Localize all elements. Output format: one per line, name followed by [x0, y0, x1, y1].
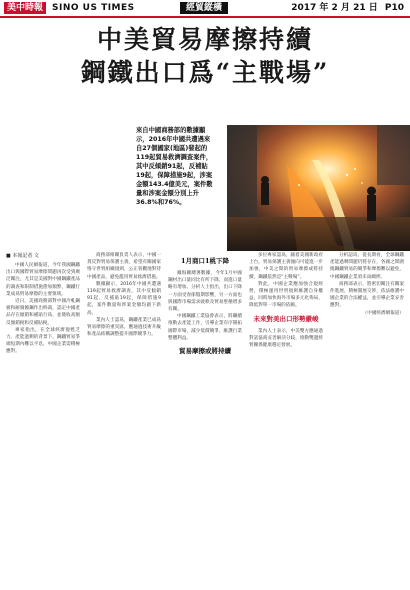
paragraph: 中國鋼鐵工業協會表示，將繼續推動去產能工作，引導企業有序開拓國際市場，減少低價競爭，維護行業整體利益。: [168, 314, 242, 341]
steel-mill-photo: [227, 125, 410, 251]
paragraph: 專家指出，在全球經濟復甦乏力、產能過剩的背景下，鋼鐵貿易爭端短期內難以平息，中國企業需積極應對。: [6, 327, 80, 355]
issue-date: 2017 年 2 月 21 日: [291, 3, 378, 13]
steel-mill-photo-image: [227, 125, 410, 251]
article-body: [6, 252, 406, 584]
paragraph: 業內人士認爲，鋼鐵產業已成爲貿易摩擦的重災區，應通過技術升級和產品結構調整提升國際競爭力。: [87, 317, 161, 338]
paragraph: 商務部相關負責人表示，中國一貫反對貿易保護主義，希望有關國家恪守世貿組織規則，公正客觀地對待中國產品，避免濫用貿易救濟措施。: [87, 253, 161, 280]
column-2: [87, 252, 161, 338]
lede-paragraph: 來自中國商務部的數據顯示，2016年中國共遭遇來自27個國家(地區)發起的119起貿易救濟調查案件，其中反傾銷91起，反補貼19起，保障措施9起，涉案金額143.4億美元，案件數量和涉案金額分別上升36.8%和76%。: [136, 127, 213, 206]
section-label: 經貿縱橫: [180, 2, 228, 14]
subheading-2: 貿易摩擦或將持續: [179, 347, 231, 356]
column-4: [249, 252, 323, 349]
paragraph: 多位專家認爲，隨着美國新政府上台，貿易保護主義傾向可能進一步加強，中美之間的貿易摩擦或將持續，鋼鐵依然是“主戰場”。: [249, 253, 323, 280]
paragraph: 業內人士表示，中美雙方應通過對話協商妥善解決分歧，推動雙邊經貿關係健康穩定發展。: [249, 328, 323, 349]
subheading-3: 未來對美出口形勢嚴峻: [253, 314, 319, 323]
byline: ■ 本報記者 文: [6, 253, 39, 259]
headline-line-2: 鋼鐵出口爲“主戰場”: [80, 58, 330, 87]
brand-logo: 美中時報: [4, 2, 46, 14]
masthead-rule: [0, 16, 410, 18]
page-number: P10: [384, 3, 404, 13]
column-5: [330, 252, 404, 317]
issue-date-page: [291, 2, 404, 14]
paragraph: 商務部表示，將密切關注有關案件進展，積極開展交涉，依法維護中國企業的合法權益，並引導企業妥善應對。: [330, 281, 404, 309]
paragraph: 分析認爲，從長期看，全球鋼鐵產能過剩問題仍將存在，各國之間圍繞鋼鐵貿易的競爭和摩擦難以避免，中國鋼鐵企業須未雨綢繆。: [330, 253, 404, 280]
column-1: [6, 252, 80, 356]
brand-english-name: SINO US TIMES: [52, 3, 135, 13]
column-3: [168, 252, 242, 360]
paragraph: 對此，中國企業應加強合規經營，積極運用世貿規則維護自身權益，同時加快海外市場多元化佈局，降低對單一市場的依賴。: [249, 281, 323, 309]
masthead: [0, 0, 410, 16]
headline-line-1: 中美貿易摩擦持續: [96, 25, 313, 54]
subheading-1: 1月商口1桃下降: [180, 257, 230, 265]
paragraph: 據海關總署數據，今年1月中國鋼材出口量同比有所下降，而進口量略有增加。分析人士指出，出口下降一方面受春節假期影響，另一方面也與國際市場需求疲軟及貿易壁壘增多有關。: [168, 271, 242, 313]
source-credit: （中國經濟網報道）: [362, 310, 404, 316]
paragraph: 中國人民網報道，今年我國鋼鐵出口與國際貿易摩擦問題再次受到廣泛關注，尤其是美國對中國鋼鐵產品的調查和限制措施愈加頻繁，鋼鐵行業成爲貿易摩擦的主要領域。: [6, 263, 80, 297]
paragraph: 數據顯示，2016年中國共遭遇119起貿易救濟調查，其中反傾銷91起，反補貼19起，保障措施9起，案件數量和涉案金額均創下新高。: [87, 281, 161, 316]
paragraph: 近日，美國商務部對中國冷軋鋼板和耐腐蝕鋼作出終裁，認定中國產品存在傾銷和補貼行爲，並徵收高額反傾銷稅和反補貼稅。: [6, 299, 80, 326]
